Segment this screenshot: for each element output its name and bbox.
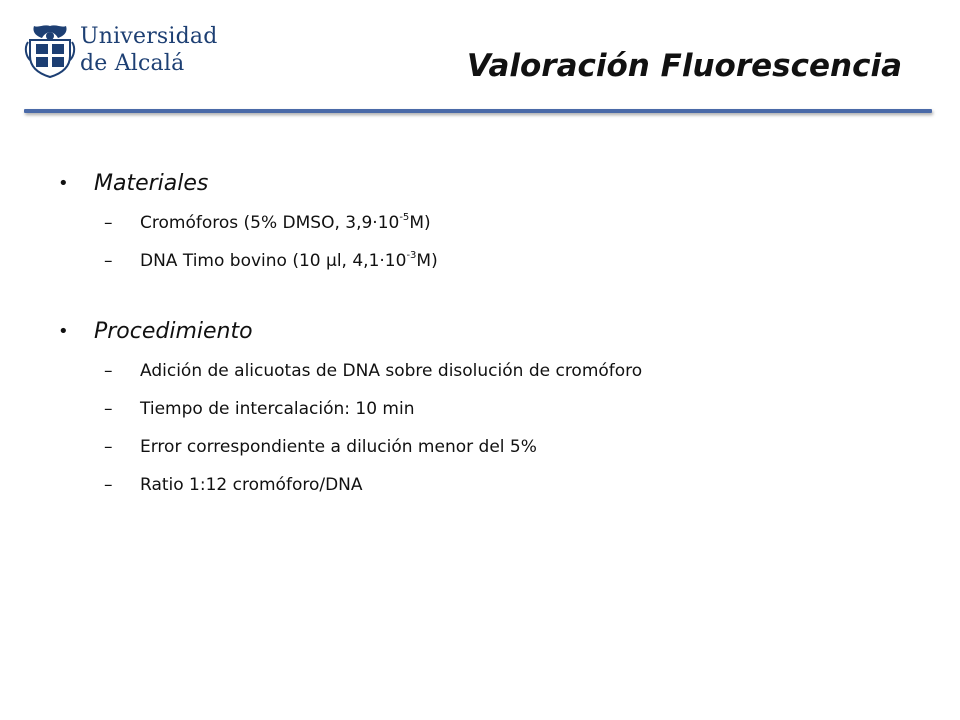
logo-text-line1: Universidad [80, 24, 218, 49]
list-item [58, 472, 918, 498]
item-text-end: M) [416, 251, 438, 271]
logo-text-line2: de Alcalá [80, 51, 185, 76]
dash-icon: – [104, 361, 113, 381]
section-heading-text: Procedimiento [94, 319, 253, 344]
slide-body [58, 170, 918, 498]
dash-icon: – [104, 213, 113, 233]
item-exponent: -3 [406, 250, 417, 261]
dash-icon: – [104, 437, 113, 457]
section-procedimiento [58, 318, 918, 498]
section-materiales [58, 170, 918, 274]
item-text: Cromóforos (5% DMSO, 3,9·10 [140, 213, 400, 233]
section-heading [58, 170, 918, 198]
list-item [58, 434, 918, 460]
bullet-icon: • [58, 173, 69, 194]
item-text: DNA Timo bovino (10 µl, 4,1·10 [140, 251, 407, 271]
list-item [58, 358, 918, 384]
item-text: Error correspondiente a dilución menor del 5% [140, 437, 537, 457]
item-text: Tiempo de intercalación: 10 min [140, 399, 415, 419]
section-heading-text: Materiales [94, 171, 209, 196]
list-item [58, 396, 918, 422]
title-divider [24, 109, 932, 113]
item-text: Ratio 1:12 cromóforo/DNA [140, 475, 363, 495]
dash-icon: – [104, 475, 113, 495]
list-item [58, 248, 918, 274]
dash-icon: – [104, 399, 113, 419]
slide-title: Valoración Fluorescencia [466, 48, 902, 84]
item-text-end: M) [409, 213, 431, 233]
item-text: Adición de alicuotas de DNA sobre disolución de cromóforo [140, 361, 643, 381]
dash-icon: – [104, 251, 113, 271]
item-exponent: -5 [399, 212, 410, 223]
university-logo [24, 22, 218, 82]
crest-icon [24, 22, 76, 78]
section-heading [58, 318, 918, 346]
list-item [58, 210, 918, 236]
bullet-icon: • [58, 321, 69, 342]
